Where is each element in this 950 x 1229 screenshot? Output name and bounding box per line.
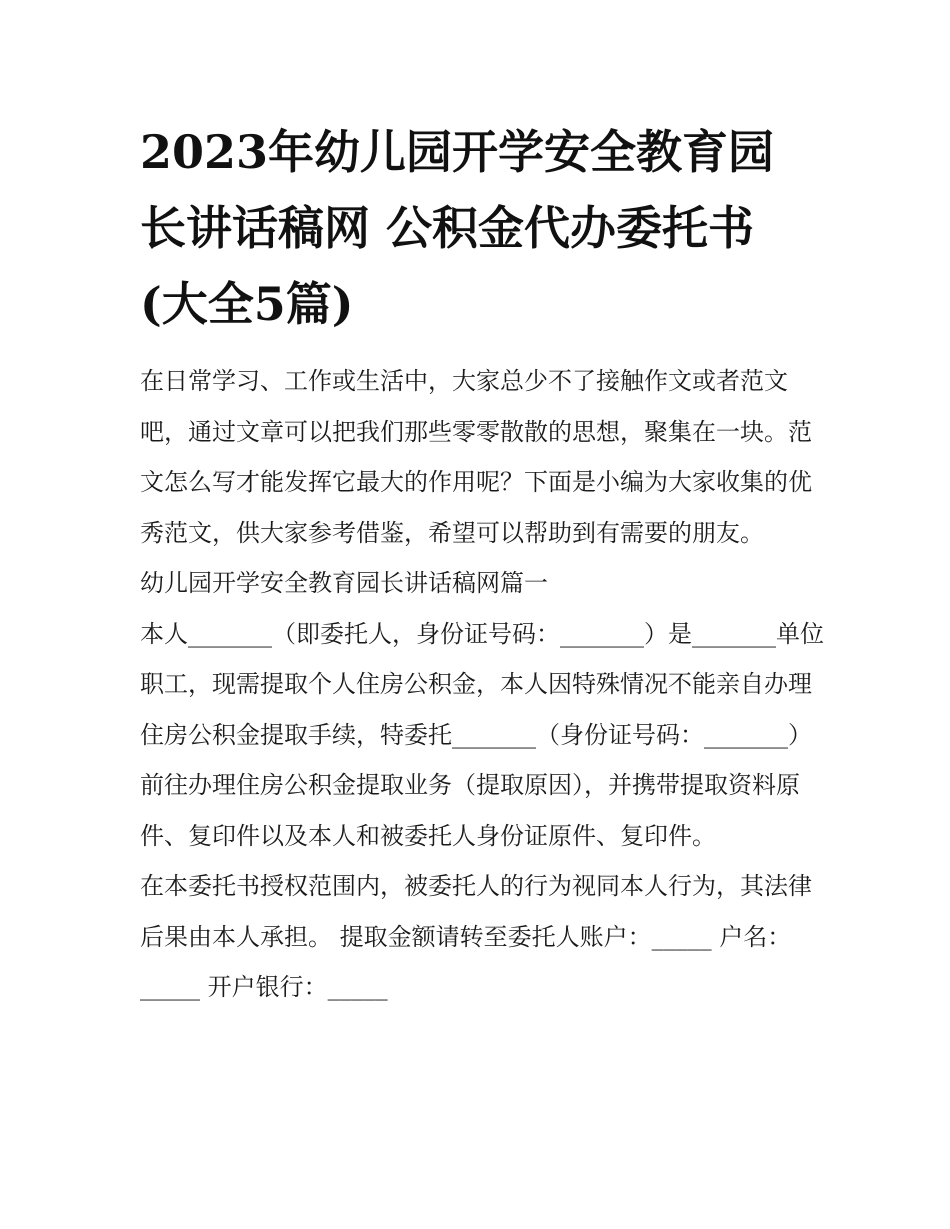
body-paragraph: 本人_______（即委托人，身份证号码：_______）是_______单位职工，现需提取个人住房公积金，本人因特殊情况不能亲自办理住房公积金提取手续，特委托_______（身份证号码：_______）前往办理住房公积金提取业务（提取原因），并携带提取资料原件、复印件以及本人和被委托人身份证原件、复印件。 xyxy=(140,619,824,850)
body-paragraph: 在本委托书授权范围内，被委托人的行为视同本人行为，其法律后果由本人承担。 提取金额请转至委托人账户：_____ 户名：_____ 开户银行：_____ xyxy=(140,872,812,1001)
document-body xyxy=(140,356,830,1013)
section-heading: 幼儿园开学安全教育园长讲话稿网篇一 xyxy=(140,569,548,597)
intro-paragraph: 在日常学习、工作或生活中，大家总少不了接触作文或者范文吧，通过文章可以把我们那些零零散散的思想，聚集在一块。范文怎么写才能发挥它最大的作用呢？下面是小编为大家收集的优秀范文，供大家参考借鉴，希望可以帮助到有需要的朋友。 xyxy=(140,367,812,547)
document-title: 2023年幼儿园开学安全教育园长讲话稿网 公积金代办委托书(大全5篇) xyxy=(140,125,775,331)
